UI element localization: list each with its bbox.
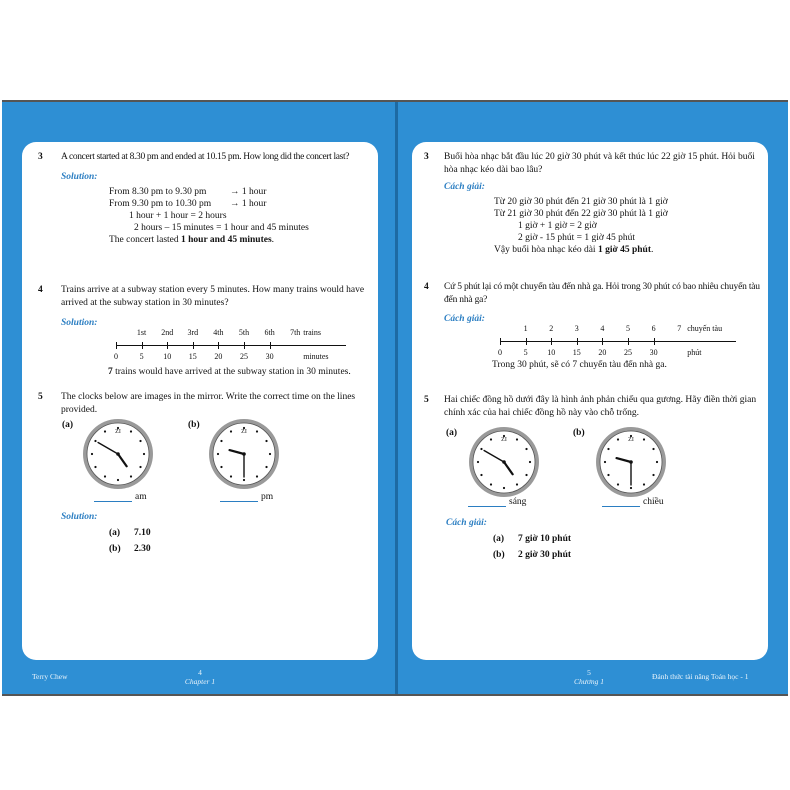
left-q3-number: 3 [38,152,43,162]
clock-hour-dot [230,475,232,477]
left-q3-solution-label: Solution: [61,172,98,182]
number-line-top-unit: chuyến tàu [687,324,723,333]
clock-hour-dot [652,448,654,450]
clock-hour-dot [607,448,609,450]
right-page [412,142,768,660]
right-q3-solution-label: Cách giải: [444,182,485,192]
right-clock-b [595,426,667,498]
clock-hour-dot [480,448,482,450]
clock-hour-dot [490,438,492,440]
left-q5-answer-b: 2.30 [134,544,151,554]
left-q5-blank-b: pm [220,492,273,502]
number-line-bottom-label: 30 [265,352,274,361]
left-page [22,142,378,660]
number-line-bottom-label: 15 [572,348,581,357]
right-q3-line-3: 1 giờ + 1 giờ = 2 giờ [518,221,597,231]
number-line-top-label: 5th [238,328,250,337]
number-line-bottom-label: 25 [624,348,632,357]
left-footer-author: Terry Chew [32,672,68,681]
right-q5-answer-b: 2 giờ 30 phút [518,550,572,560]
number-line-tick [193,342,194,349]
number-line-top-label: 4 [600,324,605,333]
left-q5-answer-b-label: (b) [109,544,121,554]
number-line-axis [116,345,346,346]
number-line-tick [244,342,245,349]
left-footer-chapter: Chapter 1 [184,677,216,686]
number-line-top-label: 1st [136,328,147,337]
clock-hour-dot [516,438,518,440]
clock-hour-dot [643,438,645,440]
right-q4-solution-label: Cách giải: [444,314,485,324]
right-q3-answer: Vậy buổi hòa nhạc kéo dài 1 giờ 45 phút. [494,245,654,255]
left-clock-a [82,418,154,490]
clock-hour-dot [143,453,145,455]
right-q5-answer-a: 7 giờ 10 phút [518,534,572,544]
clock-hour-dot [607,474,609,476]
right-q3-line-4: 2 giờ - 15 phút = 1 giờ 45 phút [518,233,636,243]
right-footer-chapter: Chương 1 [574,677,604,686]
number-line-axis [500,341,736,342]
left-q3-step-2-arrow: → 1 hour [230,199,267,209]
book-spread [2,100,788,696]
right-q5-blank-a: sáng [468,497,526,507]
number-line-bottom-label: 20 [214,352,223,361]
left-q4-number: 4 [38,285,43,295]
clock-hour-dot [525,448,527,450]
left-q4-question: Trains arrive at a subway station every 5 minutes. How many trains would have arrived at the subway station in 30 minutes? [61,285,365,308]
left-q5-label-b: (b) [188,420,200,430]
clock-hour-dot [130,475,132,477]
left-q3-calc-1: 1 hour + 1 hour = 2 hours [129,211,227,221]
clock-hour-dot [243,479,245,481]
clock-center-pin [629,460,633,464]
number-line-tick [500,338,501,345]
clock-hour-dot [217,453,219,455]
number-line-tick [551,338,552,345]
number-line-top-label: 4th [213,328,224,337]
number-line-bottom-label: 10 [547,348,556,357]
clock-hour-dot [643,483,645,485]
number-line-tick [167,342,168,349]
left-number-line [116,328,346,368]
number-line-top-label: 6 [651,324,656,333]
clock-hour-dot [490,483,492,485]
clock-hour-dot [94,466,96,468]
number-line-bottom-label: 5 [139,352,144,361]
right-footer-page-number: 5 [587,668,591,677]
clock-hour-dot [256,475,258,477]
clock-hour-dot [617,483,619,485]
left-q3-answer: The concert lasted 1 hour and 45 minutes. [109,235,275,245]
number-line-top-label: 6th [264,328,275,337]
right-q5-solution-label: Cách giải: [446,518,487,528]
left-q3-calc-2: 2 hours – 15 minutes = 1 hour and 45 minutes [134,223,309,233]
clock-hour-dot [516,483,518,485]
clock-hour-dot [525,474,527,476]
right-q5-question: Hai chiếc đồng hồ dưới đây là hình ảnh phản chiếu qua gương. Hãy điền thời gian chính xác của hai chiếc đồng hồ này vào chỗ trống. [444,395,757,418]
number-line-top-label: 1 [523,324,528,333]
number-line-top-label: 7th [290,328,301,337]
clock-hour-dot [104,430,106,432]
left-q5-label-a: (a) [62,420,74,430]
clock-hour-dot [91,453,93,455]
number-line-bottom-label: 5 [523,348,528,357]
clock-hour-dot [265,466,267,468]
left-q5-answer-a: 7.10 [134,528,151,538]
clock-hour-dot [117,479,119,481]
clock-hour-dot [104,475,106,477]
number-line-tick [602,338,603,345]
clock-hour-dot [256,430,258,432]
clock-hour-dot [477,461,479,463]
number-line-bottom-unit: minutes [303,352,329,361]
clock-hour-dot [269,453,271,455]
clock-hour-dot [230,430,232,432]
number-line-tick [654,338,655,345]
number-line-top-label: 2nd [161,328,174,337]
clock-hour-dot [503,487,505,489]
clock-center-pin [116,452,120,456]
clock-center-pin [502,460,506,464]
left-q3-question: A concert started at 8.30 pm and ended at 10.15 pm. How long did the concert last? [61,152,350,162]
right-q5-blank-b: chiều [602,497,664,507]
left-q4-solution-label: Solution: [61,318,98,328]
number-line-tick [628,338,629,345]
right-clock-a [468,426,540,498]
clock-mirrored-12-glyph: ZI [501,437,507,443]
right-q5-number: 5 [424,395,429,405]
left-q5-solution-label: Solution: [61,512,98,522]
clock-hour-dot [130,430,132,432]
clock-hour-dot [220,466,222,468]
right-q5-label-a: (a) [446,428,458,438]
right-footer-book-title: Đánh thức tài năng Toán học - 1 [652,672,749,681]
number-line-bottom-label: 10 [163,352,172,361]
left-q5-answer-a-label: (a) [109,528,121,538]
right-q5-answer-a-label: (a) [493,534,505,544]
clock-hour-dot [480,474,482,476]
clock-hour-dot [139,466,141,468]
number-line-top-label: 5 [626,324,630,333]
right-q4-number: 4 [424,282,429,292]
right-q3-number: 3 [424,152,429,162]
right-q5-answer-b-label: (b) [493,550,505,560]
number-line-bottom-unit: phút [687,348,702,357]
left-q3-step-1: From 8.30 pm to 9.30 pm [109,187,207,197]
number-line-top-label: 3rd [187,328,199,337]
number-line-tick [116,342,117,349]
number-line-bottom-label: 0 [498,348,502,357]
clock-center-pin [242,452,246,456]
left-q3-step-1-arrow: → 1 hour [230,187,267,197]
left-q3-step-2: From 9.30 pm to 10.30 pm [109,199,212,209]
left-q4-answer: 7 trains would have arrived at the subway station in 30 minutes. [108,367,351,377]
left-q5-question: The clocks below are images in the mirror. Write the correct time on the lines provided. [61,392,356,415]
number-line-bottom-label: 0 [114,352,118,361]
clock-hour-dot [617,438,619,440]
number-line-tick [526,338,527,345]
clock-hour-dot [630,487,632,489]
clock-hour-dot [139,440,141,442]
right-q3-question: Buổi hòa nhạc bắt đầu lúc 20 giờ 30 phút và kết thúc lúc 22 giờ 15 phút. Hỏi buổi hòa nhạc kéo dài bao lâu? [444,152,755,175]
clock-hour-dot [604,461,606,463]
number-line-bottom-label: 30 [649,348,658,357]
number-line-top-unit: trains [303,328,321,337]
clock-hour-dot [220,440,222,442]
clock-mirrored-12-glyph: ZI [241,429,247,435]
clock-hour-dot [656,461,658,463]
right-q5-label-b: (b) [573,428,585,438]
number-line-top-label: 3 [574,324,579,333]
clock-hour-dot [265,440,267,442]
clock-hour-dot [529,461,531,463]
number-line-bottom-label: 15 [188,352,197,361]
right-q3-line-1: Từ 20 giờ 30 phút đến 21 giờ 30 phút là 1 giờ [494,197,668,207]
right-q4-question: Cứ 5 phút lại có một chuyến tàu đến nhà ga. Hỏi trong 30 phút có bao nhiêu chuyến tàu đến nhà ga? [444,282,760,305]
left-q5-number: 5 [38,392,43,402]
left-clock-b [208,418,280,490]
number-line-bottom-label: 20 [598,348,607,357]
book-gutter [395,102,398,694]
number-line-top-label: 2 [549,324,554,333]
right-number-line [500,324,736,364]
number-line-tick [270,342,271,349]
number-line-tick [218,342,219,349]
number-line-top-label: 7 [677,324,682,333]
clock-mirrored-12-glyph: ZI [115,429,121,435]
left-footer-page-number: 4 [198,668,202,677]
clock-hour-dot [94,440,96,442]
left-q5-blank-a: am [94,492,147,502]
number-line-tick [577,338,578,345]
clock-hour-dot [652,474,654,476]
number-line-bottom-label: 25 [240,352,248,361]
clock-mirrored-12-glyph: ZI [628,437,634,443]
right-q3-line-2: Từ 21 giờ 30 phút đến 22 giờ 30 phút là 1 giờ [494,209,668,219]
right-q4-answer: Trong 30 phút, sẽ có 7 chuyến tàu đến nhà ga. [492,360,667,370]
number-line-tick [142,342,143,349]
